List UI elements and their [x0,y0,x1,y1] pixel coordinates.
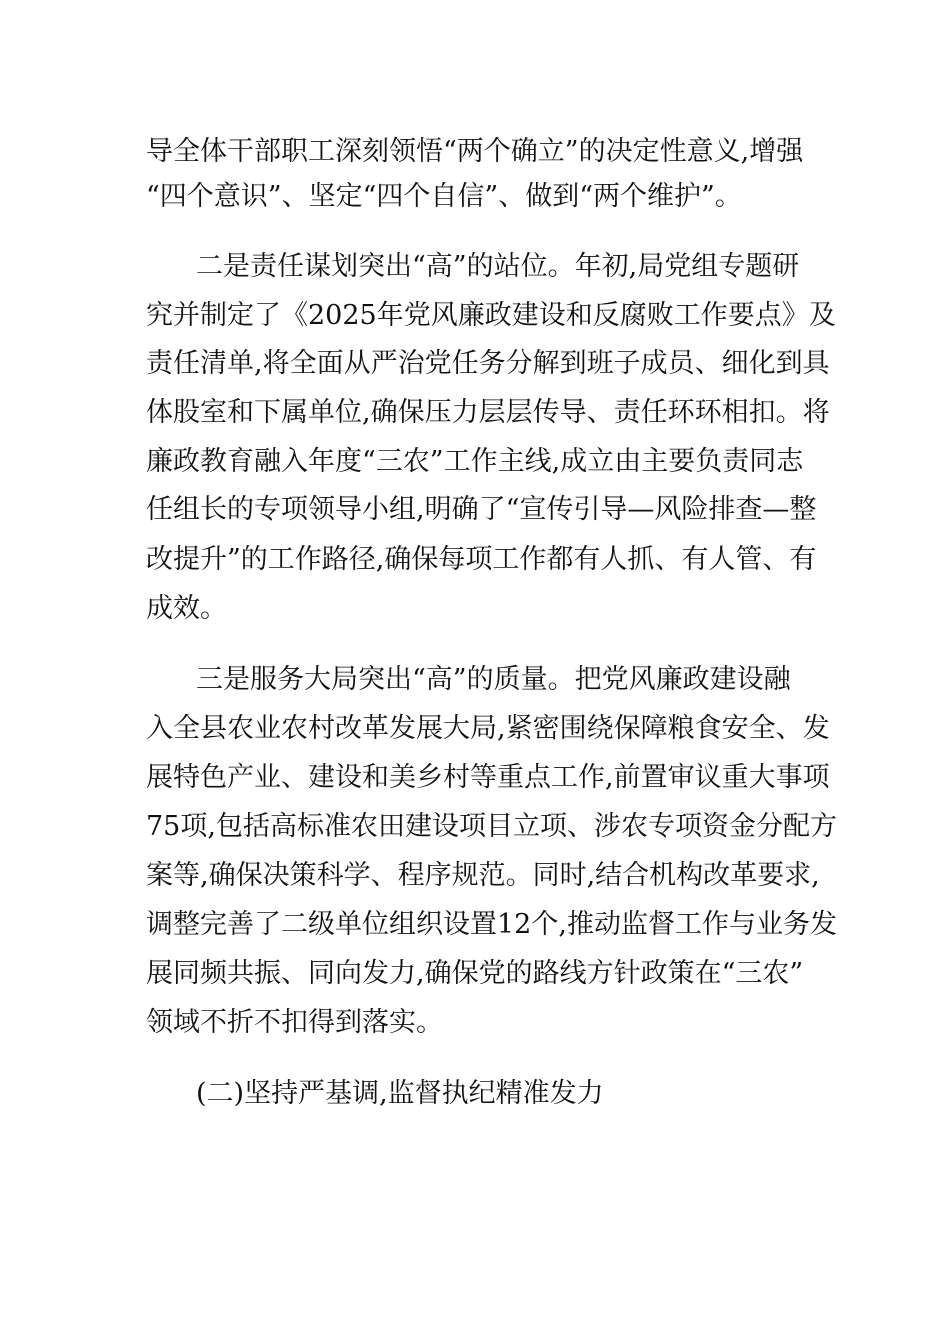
paragraph-line: 75项,包括高标准农田建设项目立项、涉农专项资金分配方 [146,811,837,842]
paragraph-line: 入全县农业农村改革发展大局,紧密围绕保障粮食安全、发 [146,713,830,744]
paragraph-line: 领域不折不扣得到落实。 [146,1007,443,1038]
paragraph-line: 二是责任谋划突出“高”的站位。年初,局党组专题研 [196,251,800,282]
paragraph-line: 导全体干部职工深刻领悟“两个确立”的决定性意义,增强 [146,136,804,167]
paragraph-line: 三是服务大局突出“高”的质量。把党风廉政建设融 [196,664,791,695]
paragraph-line: 任组长的专项领导小组,明确了“宣传引导—风险排查—整 [146,494,817,525]
section-heading: (二)坚持严基调,监督执纪精准发力 [196,1078,604,1109]
paragraph-line: 成效。 [146,593,227,624]
paragraph-line: 展特色产业、建设和美乡村等重点工作,前置审议重大事项 [146,762,830,793]
paragraph-line: 调整完善了二级单位组织设置12个,推动监督工作与业务发 [146,909,837,940]
paragraph-line: “四个意识”、坚定“四个自信”、做到“两个维护”。 [146,181,742,212]
paragraph-line: 展同频共振、同向发力,确保党的路线方针政策在“三农” [146,958,804,989]
paragraph-line: 体股室和下属单位,确保压力层层传导、责任环环相扣。将 [146,397,830,428]
paragraph-line: 究并制定了《2025年党风廉政建设和反腐败工作要点》及 [146,300,836,331]
paragraph-line: 责任清单,将全面从严治党任务分解到班子成员、细化到具 [146,348,830,379]
paragraph-line: 廉政教育融入年度“三农”工作主线,成立由主要负责同志 [146,446,804,477]
paragraph-line: 案等,确保决策科学、程序规范。同时,结合机构改革要求, [146,860,820,891]
paragraph-line: 改提升”的工作路径,确保每项工作都有人抓、有人管、有 [146,544,817,575]
